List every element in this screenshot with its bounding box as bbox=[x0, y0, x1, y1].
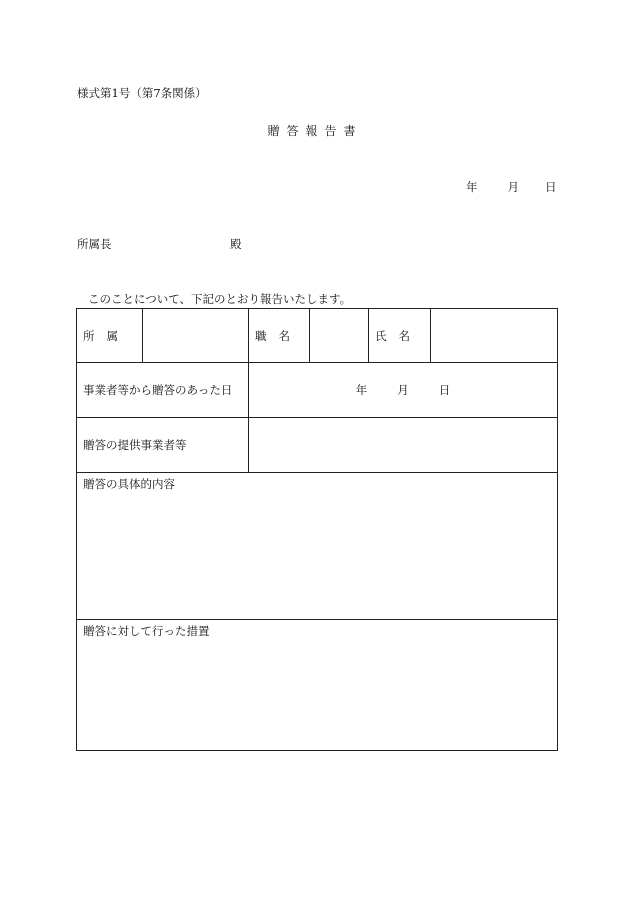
report-table bbox=[76, 308, 558, 751]
table-row bbox=[77, 620, 558, 751]
table-row bbox=[77, 418, 558, 473]
received-date-field[interactable] bbox=[249, 363, 558, 418]
date-month-label: 月 bbox=[507, 180, 519, 194]
provider-field[interactable] bbox=[249, 418, 558, 473]
measures-field[interactable] bbox=[77, 620, 558, 751]
affiliation-label: 所属 bbox=[77, 309, 143, 363]
form-number: 様式第1号（第7条関係） bbox=[77, 86, 207, 100]
date-year-label: 年 bbox=[466, 180, 478, 194]
date-day-label: 日 bbox=[545, 180, 557, 194]
details-field[interactable] bbox=[77, 473, 558, 620]
received-date-day: 日 bbox=[438, 383, 451, 397]
received-date-year: 年 bbox=[355, 383, 368, 397]
addressee-honorific: 殿 bbox=[230, 237, 242, 251]
intro-text: このことについて、下記のとおり報告いたします。 bbox=[88, 292, 352, 306]
measures-label: 贈答に対して行った措置 bbox=[83, 624, 210, 638]
table-row bbox=[77, 309, 558, 363]
table-row bbox=[77, 363, 558, 418]
name-label: 氏名 bbox=[369, 309, 431, 363]
job-title-label: 職名 bbox=[249, 309, 310, 363]
report-date bbox=[466, 180, 557, 194]
name-field[interactable] bbox=[431, 309, 558, 363]
received-date-month: 月 bbox=[397, 383, 409, 397]
details-label: 贈答の具体的内容 bbox=[83, 477, 175, 491]
received-date-label: 事業者等から贈答のあった日 bbox=[77, 363, 249, 418]
addressee-label: 所属長 bbox=[77, 237, 112, 251]
provider-label: 贈答の提供事業者等 bbox=[77, 418, 249, 473]
document-title: 贈答報告書 bbox=[267, 124, 363, 138]
job-title-field[interactable] bbox=[310, 309, 369, 363]
affiliation-field[interactable] bbox=[143, 309, 249, 363]
table-row bbox=[77, 473, 558, 620]
